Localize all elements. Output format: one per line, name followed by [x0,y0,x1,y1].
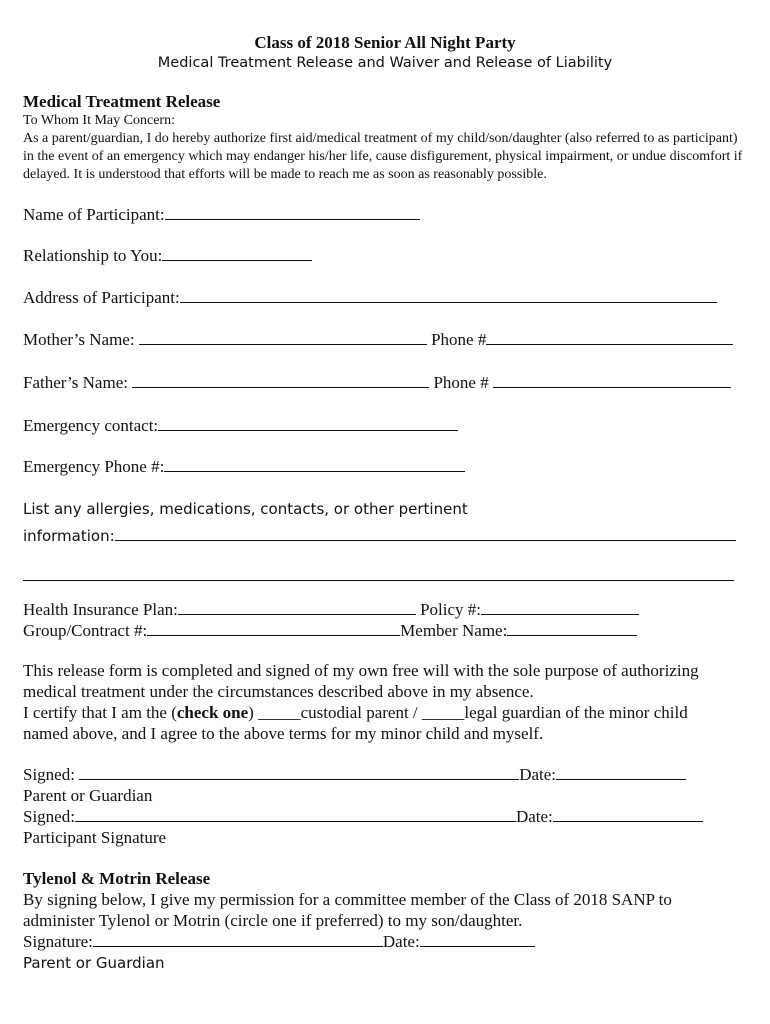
mothers-name-field [23,330,733,350]
emergency-contact-blank[interactable] [158,416,458,431]
mothers-name-blank[interactable] [139,330,427,345]
parent-or-guardian-label-2: Parent or Guardian [23,954,165,972]
allergies-blank-2[interactable] [23,580,734,581]
name-of-participant-field [23,205,420,225]
group-contract-field [23,621,637,641]
allergies-label-line1: List any allergies, medications, contacts, or other pertinent [23,500,468,518]
policy-label: Policy #: [420,600,482,619]
tylenol-signature-label: Signature: [23,932,93,951]
tylenol-line2: administer Tylenol or Motrin (circle one if preferred) to my son/daughter. [23,911,523,930]
emergency-phone-blank[interactable] [164,457,465,472]
fathers-name-blank[interactable] [132,373,429,388]
allergies-field [23,525,736,545]
address-label: Address of Participant: [23,288,180,307]
tylenol-date-label: Date: [382,932,420,951]
tylenol-heading: Tylenol & Motrin Release [23,869,211,888]
signed-participant-field [23,807,703,827]
parent-signature-blank[interactable] [79,765,519,780]
address-field [23,288,717,308]
emergency-phone-label: Emergency Phone #: [23,457,165,476]
group-contract-label: Group/Contract #: [23,621,148,640]
medical-release-body: As a parent/guardian, I do hereby authorize first aid/medical treatment of my child/son/daughter (also referred to as participant) in the event of an emergency which may endanger his/her life, cause disfigurement, physical impairment, or undue discomfort if delayed. It is understood that efforts will be made to reach me as soon as reasonably possible. [23,131,743,182]
participant-date-blank[interactable] [553,807,703,822]
salutation: To Whom It May Concern: [23,113,175,128]
group-contract-blank[interactable] [147,621,400,636]
emergency-contact-label: Emergency contact: [23,416,159,435]
mothers-phone-label: Phone # [431,330,487,349]
certify-prefix: I certify that I am the ( [23,703,177,722]
release-statement-line4: named above, and I agree to the above terms for my minor child and myself. [23,724,544,743]
allergies-label-line2: information: [23,527,115,545]
tylenol-signature-blank[interactable] [93,932,383,947]
name-of-participant-blank[interactable] [165,205,420,220]
signed-label-2: Signed: [23,807,75,826]
tylenol-date-blank[interactable] [420,932,535,947]
participant-signature-label: Participant Signature [23,828,167,847]
release-statement-line1: This release form is completed and signed of my own free will with the sole purpose of authorizing [23,661,699,680]
parent-date-blank[interactable] [556,765,686,780]
mothers-name-label: Mother’s Name: [23,330,135,349]
health-insurance-label: Health Insurance Plan: [23,600,178,619]
signed-parent-field [23,765,686,785]
relationship-label: Relationship to You: [23,246,163,265]
emergency-phone-field [23,457,465,477]
fathers-name-field [23,373,731,393]
participant-signature-blank[interactable] [75,807,516,822]
release-statement-line2: medical treatment under the circumstances described above in my absence. [23,682,534,701]
date-label-1: Date: [519,765,557,784]
mothers-phone-blank[interactable] [486,330,733,345]
certify-suffix: ) _____custodial parent / _____legal guardian of the minor child [248,703,688,722]
policy-blank[interactable] [481,600,639,615]
allergies-blank-1[interactable] [115,525,736,541]
tylenol-signature-field [23,932,535,952]
member-name-blank[interactable] [507,621,637,636]
check-one-label: check one [176,703,249,722]
relationship-field [23,246,312,266]
relationship-blank[interactable] [162,246,312,261]
emergency-contact-field [23,416,458,436]
date-label-2: Date: [515,807,553,826]
form-subtitle: Medical Treatment Release and Waiver and Release of Liability [157,55,613,71]
insurance-field [23,600,639,620]
fathers-name-label: Father’s Name: [23,373,128,392]
signed-label-1: Signed: [23,765,75,784]
certify-line [23,703,688,723]
health-insurance-blank[interactable] [178,600,416,615]
fathers-phone-label: Phone # [433,373,489,392]
name-of-participant-label: Name of Participant: [23,205,165,224]
parent-or-guardian-label-1: Parent or Guardian [23,786,153,805]
address-blank[interactable] [180,288,717,303]
tylenol-line1: By signing below, I give my permission for a committee member of the Class of 2018 SANP to [23,890,672,909]
fathers-phone-blank[interactable] [493,373,731,388]
form-title: Class of 2018 Senior All Night Party [254,33,516,52]
member-name-label: Member Name: [400,621,508,640]
medical-release-heading: Medical Treatment Release [23,92,221,111]
